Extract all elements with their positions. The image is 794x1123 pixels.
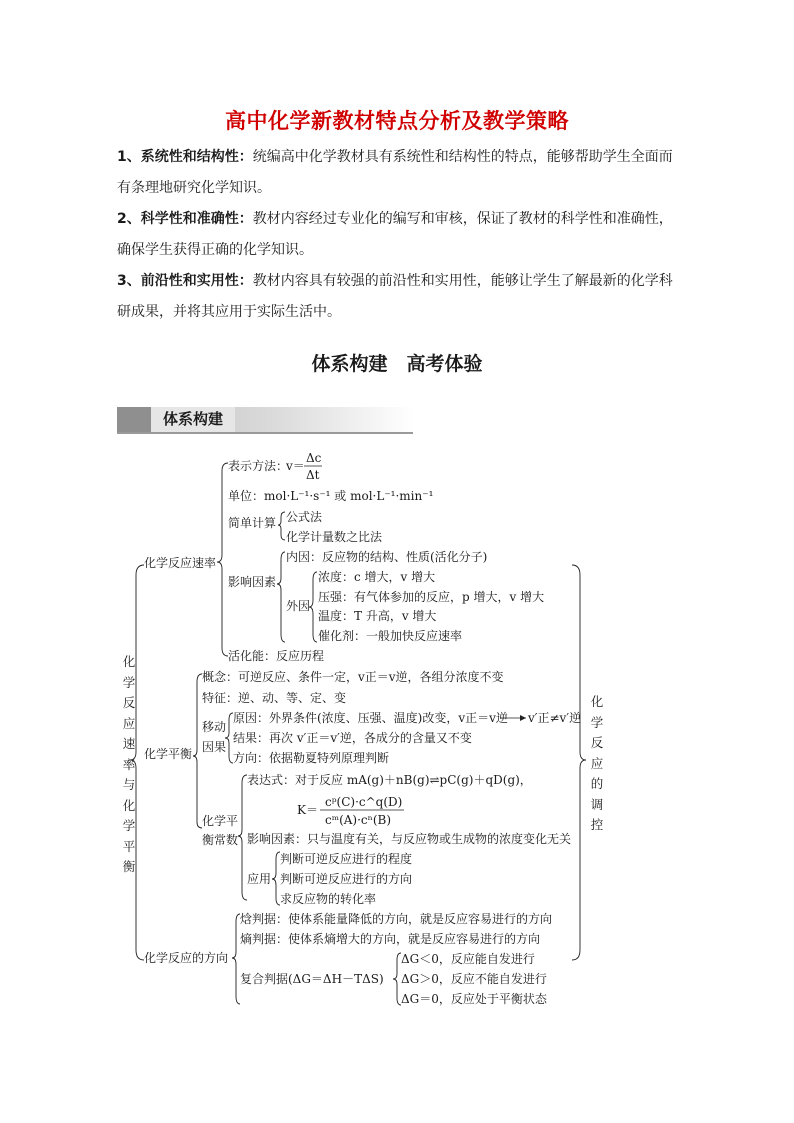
right-label: 化学反应的调控 [590,694,604,832]
dir-entropy: 熵判据：使体系熵增大的方向，就是反应容易进行的方向 [240,932,541,946]
section-title: 体系构建 高考体验 [311,353,483,375]
eq-shift: 因果 [202,740,227,754]
shift-cause: 原因：外界条件(浓度、压强、温度)改变，v正＝v逆 [233,711,508,725]
inner-factor: 内因：反应物的结构、性质(活化分子) [286,550,488,564]
rate-expr-num: Δc [306,451,322,465]
outer-item: 温度：T 升高，v 增大 [318,609,437,623]
rate-factor: 影响因素 [228,575,277,589]
apply-item: 求反应物的转化率 [280,892,377,906]
arrow-icon [520,715,526,721]
dir-case: ΔG＞0，反应不能自发进行 [401,972,547,986]
eq-shift: 移动 [202,720,227,734]
apply-item: 判断可逆反应进行的程度 [280,852,413,866]
calc-item: 化学计量数之比法 [286,530,383,544]
point-text: 教材内容具有较强的前沿性和实用性，能够让学生了解最新的化学科研成果，并将其应用于实际生活中。 [117,273,673,320]
dir-case: ΔG＝0，反应处于平衡状态 [401,992,547,1006]
point-label: 2、科学性和准确性： [117,211,253,227]
eq-concept: 概念：可逆反应、条件一定，v正＝v逆，各组分浓度不变 [202,670,504,684]
shift-cause-end: v′正≠v′逆 [528,711,582,725]
apply-item: 判断可逆反应进行的方向 [280,872,413,886]
outer-factor: 外因 [286,599,311,613]
shift-brace [225,713,233,763]
eq-feature: 特征：逆、动、等、定、变 [202,691,347,705]
k-brace [238,775,247,900]
k-factor: 影响因素：只与温度有关，与反应物或生成物的浓度变化无关 [247,832,572,846]
k-num: cᵖ(C)·c^q(D) [325,795,403,809]
point-label: 1、系统性和结构性： [117,149,253,165]
rate-expr-lhs: v＝ [286,459,305,473]
combined-brace [393,953,401,1005]
point-text: 教材内容经过专业化的编写和审核，保证了教材的科学性和准确性，确保学生获得正确的化学知识。 [117,211,673,258]
dir-brace [232,914,240,1004]
outer-item: 压强：有气体参加的反应，p 增大，v 增大 [318,590,545,604]
shift-direction: 方向：依据勒夏特列原理判断 [233,751,390,765]
calc-brace [278,512,285,540]
page-title: 高中化学新教材特点分析及教学策略 [225,109,569,133]
dir-enthalpy: 焓判据：使体系能量降低的方向，就是反应容易进行的方向 [240,912,553,926]
k-lhs: K＝ [297,803,318,817]
k-expression: 表达式：对于反应 mA(g)＋nB(g)⇌pC(g)＋qD(g)， [247,773,532,787]
shift-result: 结果：再次 v′正＝v′逆，各成分的含量又不变 [233,731,472,745]
root-brace [130,565,144,960]
outer-item: 催化剂：一般加快反应速率 [318,629,463,643]
rate-brace [217,463,228,656]
outer-brace [309,572,317,642]
right-brace [572,565,586,960]
dir-case: ΔG＜0，反应能自发进行 [401,952,535,966]
apply-brace [272,852,280,905]
calc-item: 公式法 [286,510,323,524]
rate-expr-label: 表示方法： [228,459,289,473]
k-label: 化学平 [202,814,239,828]
k-den: cᵐ(A)·cⁿ(B) [325,813,392,827]
factor-brace [277,552,285,642]
dir-label: 化学反应的方向 [144,951,229,965]
outer-item: 浓度：c 增大，v 增大 [318,570,436,584]
point-text: 统编高中化学教材具有系统性和结构性的特点，能够帮助学生全面而有条理地研究化学知识。 [117,149,673,196]
subhead-label: 体系构建 [151,407,235,432]
eq-label: 化学平衡 [144,747,193,761]
point-label: 3、前沿性和实用性： [117,273,253,289]
dir-combined: 复合判据(ΔG＝ΔH－TΔS) [240,972,384,986]
eq-brace [193,674,202,828]
k-label: 衡常数 [202,833,239,847]
rate-activation: 活化能：反应历程 [228,649,325,663]
k-apply: 应用 [247,872,272,886]
rate-label: 化学反应速率 [144,556,217,570]
rate-calc: 简单计算 [228,516,277,530]
rate-unit: 单位：mol·L⁻¹·s⁻¹ 或 mol·L⁻¹·min⁻¹ [228,489,434,503]
rate-expr-den: Δt [306,468,320,482]
root-label: 化学反应速率与化学平衡 [122,654,136,874]
